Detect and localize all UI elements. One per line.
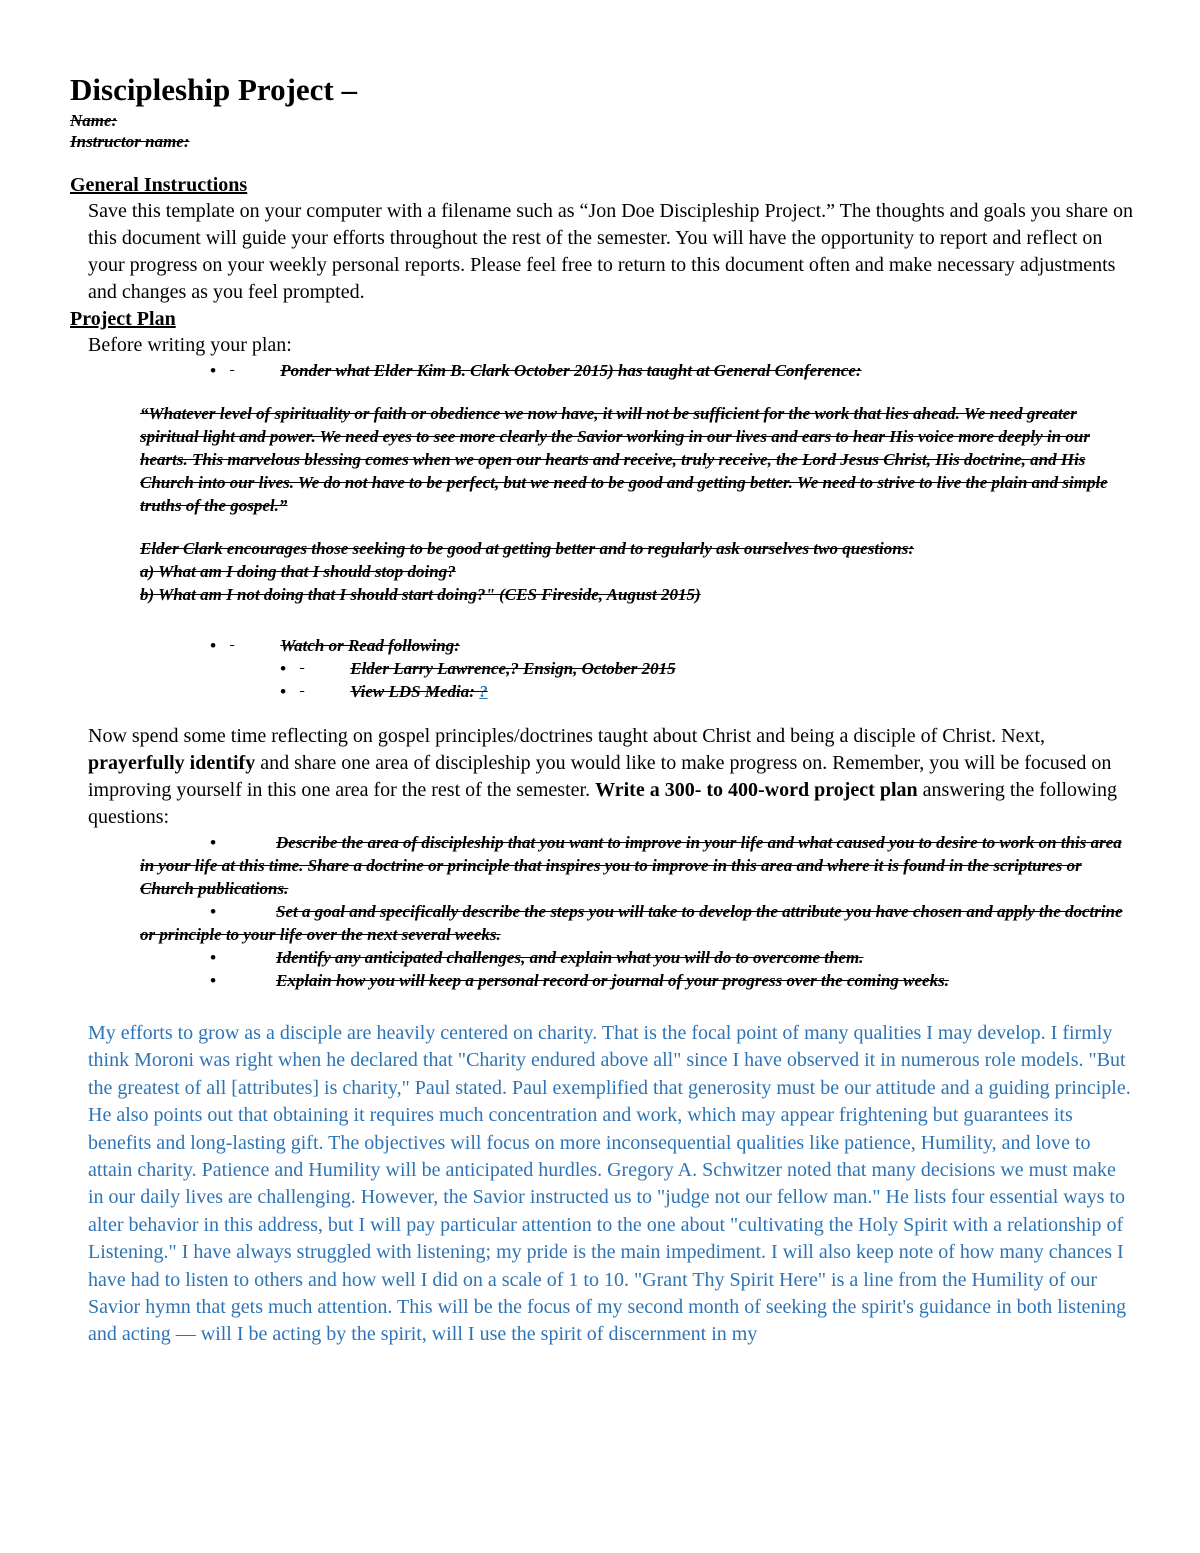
general-instructions-heading: General Instructions xyxy=(70,174,248,196)
bullet-glyph: • xyxy=(210,636,216,655)
bullet-glyph: • xyxy=(210,971,216,990)
bullet-glyph: • xyxy=(280,659,286,678)
watch-read-instruction: Watch or Read following: xyxy=(280,636,460,655)
reflection-bold-1: prayerfully identify xyxy=(88,752,256,774)
question-item xyxy=(70,900,1135,946)
question-text: Identify any anticipated challenges, and explain what you will do to overcome them. xyxy=(276,948,864,967)
clark-encouragement: Elder Clark encourages those seeking to be good at getting better and to regularly ask ourselves two questions: xyxy=(140,539,914,558)
document-title: Discipleship Project – xyxy=(70,72,358,107)
document-page xyxy=(70,70,1135,1349)
reflection-text-3: answering the following questions: xyxy=(88,779,1118,828)
question-text: Explain how you will keep a personal record or journal of your progress over the coming weeks. xyxy=(276,971,949,990)
bullet-glyph: • xyxy=(280,682,286,701)
before-writing-text: Before writing your plan: xyxy=(88,334,292,356)
reflection-instructions xyxy=(70,723,1135,831)
student-response[interactable]: My efforts to grow as a disciple are heavily centered on charity. That is the focal point of many qualities I may develop. I firmly think Moroni was right when he declared that "Charity endured above all" since I have observed it in numerous role models. "But the greatest of all [attributes] is charity," Paul stated. Paul exemplified that generosity must be our attitude and a guiding principle. He also points out that obtaining it requires much concentration and work, which may appear frightening but guarantees its benefits and long-lasting gift. The objectives will focus on more inconsequential qualities like patience, Humility, and love to attain charity. Patience and Humility will be anticipated hurdles. Gregory A. Schwitzer noted that many decisions we must make in our daily lives are challenging. However, the Savior instructed us to "judge not our fellow man." He lists four essential ways to alter behavior in this address, but I will pay particular attention to the one about "cultivating the Holy Spirit with a relationship of Listening." I have always struggled with listening; my pride is the main impediment. I will also keep note of how many chances I have had to listen to others and how well I did on a scale of 1 to 10. "Grant Thy Spirit Here" is a line from the Humility of our Savior hymn that gets much attention. This will be the focus of my second month of seeking the spirit's guidance in both listening and acting — will I be acting by the spirit, will I use the spirit of discernment in my xyxy=(88,1022,1131,1346)
lds-media-label: View LDS Media: xyxy=(350,682,480,701)
bullet-glyph: • xyxy=(210,948,216,967)
instructor-name-label: Instructor name: xyxy=(70,132,190,151)
lawrence-article-link[interactable]: Elder Larry Lawrence,? Ensign, October 2015 xyxy=(350,659,676,678)
bullet-glyph: • xyxy=(210,361,216,380)
list-item xyxy=(210,634,1135,657)
project-plan-heading: Project Plan xyxy=(70,308,176,330)
reflection-text-1: Now spend some time reflecting on gospel principles/doctrines taught about Christ and being a disciple of Christ. Next, xyxy=(88,725,1046,747)
question-item xyxy=(70,969,1135,992)
list-item xyxy=(280,657,1135,680)
ponder-instruction: Ponder what Elder Kim B. Clark October 2015) has taught at General Conference: xyxy=(280,361,862,380)
name-label: Name: xyxy=(70,111,118,130)
question-text: Set a goal and specifically describe the steps you will take to develop the attribute you have chosen and apply the doctrine or principle to your life over the next several weeks. xyxy=(140,902,1123,944)
reflection-bold-2: Write a 300- to 400-word project plan xyxy=(595,779,918,801)
list-item xyxy=(210,359,1135,382)
reflection-text-2: and share one area of discipleship you would like to make progress on. Remember, you will be focused on improving yourself in this one area for the rest of the semester. xyxy=(88,752,1112,801)
list-item xyxy=(280,680,1135,703)
bullet-glyph: • xyxy=(210,902,216,921)
lds-media-link[interactable]: ? xyxy=(479,682,488,701)
question-item xyxy=(70,831,1135,900)
bullet-glyph: • xyxy=(210,833,216,852)
clark-quote: “Whatever level of spirituality or faith or obedience we now have, it will not be sufficient for the work that lies ahead. We need greater spiritual light and power. We need eyes to see more clearly the Savior working in our lives and ears to hear His voice more deeply in our hearts. This marvelous blessing comes when we open our hearts and receive, truly receive, the Lord Jesus Christ, His doctrine, and His Church into our lives. We do not have to be perfect, but we need to be good and getting better. We need to strive to live the plain and simple truths of the gospel.” xyxy=(140,404,1108,515)
clark-question-a: a) What am I doing that I should stop doing? xyxy=(140,562,456,581)
general-instructions-text: Save this template on your computer with a filename such as “Jon Doe Discipleship Project.” The thoughts and goals you share on this document will guide your efforts throughout the rest of the semester. You will have the opportunity to report and reflect on your progress on your weekly personal reports. Please feel free to return to this document often and make necessary adjustments and changes as you feel prompted. xyxy=(88,200,1133,303)
question-text: Describe the area of discipleship that you want to improve in your life and what caused you to desire to work on this area in your life at this time. Share a doctrine or principle that inspires you to improve in this area and where it is found in the scriptures or Church publications. xyxy=(140,833,1122,898)
question-item xyxy=(70,946,1135,969)
clark-question-b: b) What am I not doing that I should start doing?" (CES Fireside, August 2015) xyxy=(140,585,701,604)
